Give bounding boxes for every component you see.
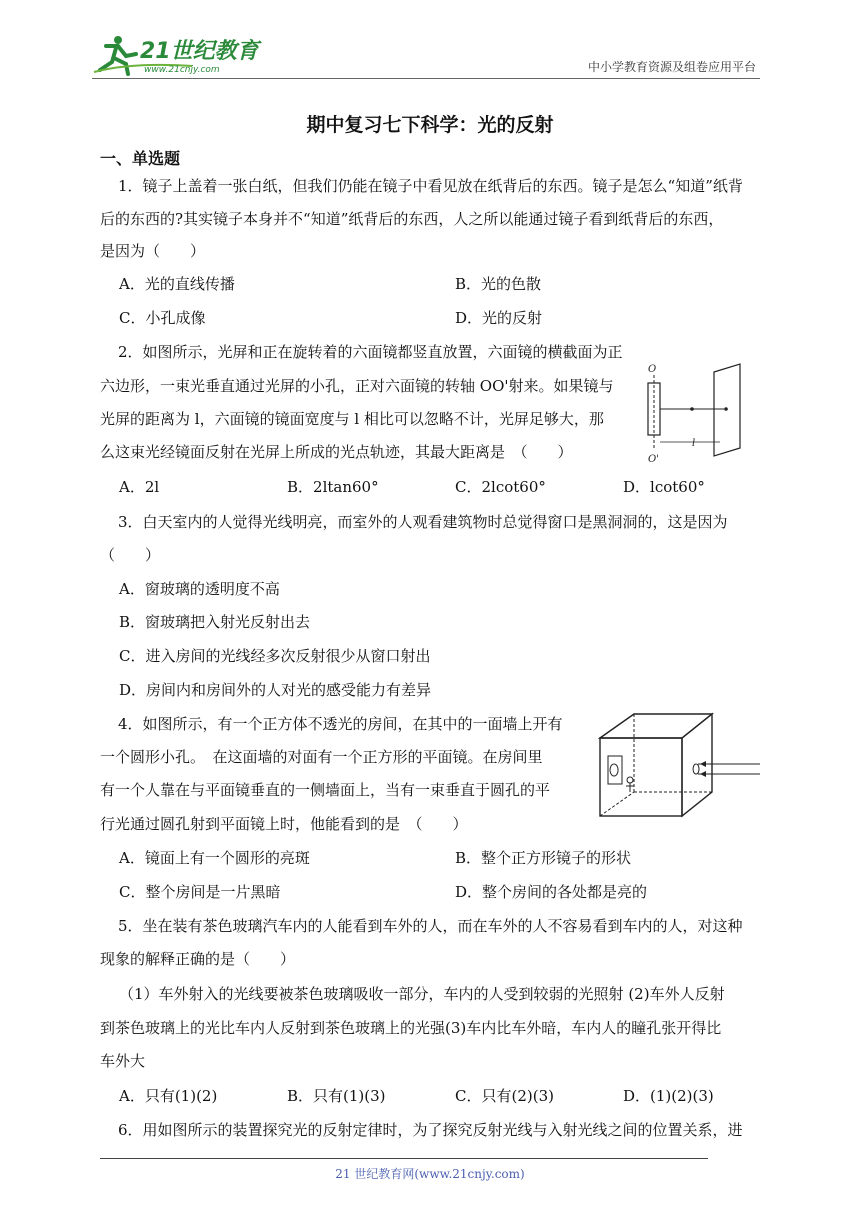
q2-option-c: C．2lcot60° — [455, 478, 546, 496]
q4-line-4: 行光通过圆孔射到平面镜上时，他能看到的是 （ ） — [100, 815, 468, 833]
q2-fig-label-o-prime: O' — [648, 454, 659, 465]
q3-option-b: B．窗玻璃把入射光反射出去 — [119, 613, 311, 631]
section-heading: 一、单选题 — [100, 149, 181, 168]
q2-option-d: D．lcot60° — [623, 478, 705, 496]
q1-option-a: A．光的直线传播 — [119, 275, 235, 293]
q4-option-c: C．整个房间是一片黑暗 — [119, 883, 281, 901]
q4-line-3: 有一个人靠在与平面镜垂直的一侧墙面上，当有一束垂直于圆孔的平 — [100, 781, 551, 799]
q5-line-5: 车外大 — [100, 1052, 146, 1070]
q2-line-4: 么这束光经镜面反射在光屏上所成的光点轨迹，其最大距离是 （ ） — [100, 443, 573, 461]
q6-line-1: 6．用如图所示的装置探究光的反射定律时，为了探究反射光线与入射光线之间的位置关系，进 — [118, 1121, 743, 1139]
q3-option-d: D．房间内和房间外的人对光的感受能力有差异 — [119, 681, 432, 699]
footer-text: 21 世纪教育网(www.21cnjy.com) — [335, 1167, 525, 1181]
q5-line-3: （1）车外射入的光线要被茶色玻璃吸收一部分，车内的人受到较弱的光照射 (2)车外人反射 — [119, 985, 725, 1003]
q2-line-2: 六边形，一束光垂直通过光屏的小孔，正对六面镜的转轴 OO'射来。如果镜与 — [100, 377, 614, 395]
q1-line-1: 1．镜子上盖着一张白纸，但我们仍能在镜子中看见放在纸背后的东西。镜子是怎么“知道”纸背 — [118, 177, 743, 195]
q2-option-b: B．2ltan60° — [287, 478, 379, 496]
q2-line-1: 2．如图所示，光屏和正在旋转着的六面镜都竖直放置，六面镜的横截面为正 — [118, 343, 623, 361]
header-platform-text: 中小学教育资源及组卷应用平台 — [587, 60, 756, 74]
q2-line-3: 光屏的距离为 l，六面镜的镜面宽度与 l 相比可以忽略不计，光屏足够大，那 — [100, 410, 604, 428]
q2-option-a: A．2l — [119, 478, 160, 496]
q5-option-c: C．只有(2)(3) — [455, 1087, 554, 1105]
logo-sub-text: www.21cnjy.com — [144, 65, 220, 75]
q5-line-1: 5．坐在装有茶色玻璃汽车内的人能看到车外的人，而在车外的人不容易看到车内的人，对这种 — [118, 917, 743, 935]
q5-option-b: B．只有(1)(3) — [287, 1087, 386, 1105]
q4-option-b: B．整个正方形镜子的形状 — [455, 849, 632, 867]
document-title: 期中复习七下科学：光的反射 — [306, 114, 554, 136]
q5-line-4: 到茶色玻璃上的光比车内人反射到茶色玻璃上的光强(3)车内比车外暗，车内人的瞳孔张开得比 — [100, 1019, 722, 1037]
q4-option-d: D．整个房间的各处都是亮的 — [455, 883, 648, 901]
q4-line-2: 一个圆形小孔。 在这面墙的对面有一个正方形的平面镜。在房间里 — [100, 748, 543, 766]
q4-line-1: 4．如图所示，有一个正方体不透光的房间，在其中的一面墙上开有 — [118, 715, 563, 733]
q5-option-d: D．(1)(2)(3) — [623, 1087, 714, 1105]
footer-divider — [100, 1158, 708, 1159]
q4-option-a: A．镜面上有一个圆形的亮斑 — [119, 849, 310, 867]
q3-option-c: C．进入房间的光线经多次反射很少从窗口射出 — [119, 647, 431, 665]
q3-line-1: 3．白天室内的人觉得光线明亮，而室外的人观看建筑物时总觉得窗口是黑洞洞的，这是因为 — [118, 513, 728, 531]
q1-line-3: 是因为（ ） — [100, 242, 206, 260]
page-header — [92, 30, 760, 79]
logo-main-text: 21世纪教育 — [140, 39, 259, 64]
q1-option-b: B．光的色散 — [455, 275, 542, 293]
q2-fig-label-o: O — [648, 364, 657, 375]
logo-runner-icon — [92, 32, 262, 76]
logo — [92, 32, 262, 76]
q3-line-2: （ ） — [100, 546, 161, 564]
q4-cube-room-figure — [594, 708, 764, 820]
q1-option-c: C．小孔成像 — [119, 309, 206, 327]
q5-line-2: 现象的解释正确的是（ ） — [100, 950, 296, 968]
q5-option-a: A．只有(1)(2) — [119, 1087, 218, 1105]
q2-mirror-screen-figure — [642, 358, 754, 466]
q2-fig-label-l: l — [692, 438, 696, 449]
q1-line-2: 后的东西的?其实镜子本身并不“知道”纸背后的东西，人之所以能通过镜子看到纸背后的东西， — [100, 210, 724, 228]
q1-option-d: D．光的反射 — [455, 309, 543, 327]
q3-option-a: A．窗玻璃的透明度不高 — [119, 580, 280, 598]
